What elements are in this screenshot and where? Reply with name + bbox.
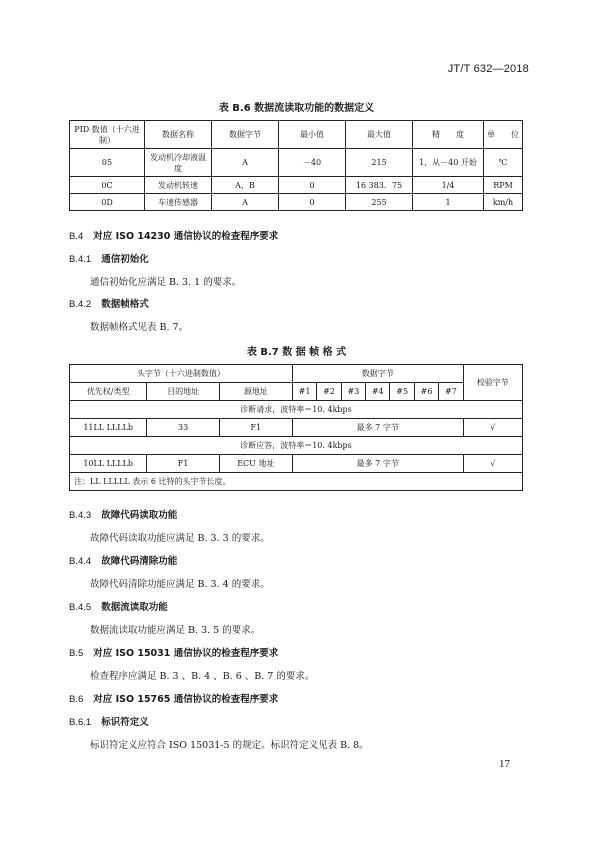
table-cell: 车速传感器 — [145, 194, 212, 211]
section-heading-b61 — [69, 714, 149, 728]
table-b7-caption: 表 B.7 数 据 帧 格 式 — [246, 347, 347, 358]
table-cell: 0C — [70, 177, 145, 194]
table-note-row — [70, 473, 523, 491]
section-body-b61: 标识符定义应符合 ISO 15031-5 的规定。标识符定义见表 B. 8。 — [90, 740, 369, 751]
table-cell: 发动机冷却液温度 — [145, 149, 212, 177]
section-number: B.4 — [69, 231, 84, 242]
table-cell: －40 — [279, 149, 346, 177]
section-body-b5: 检查程序应满足 B. 3 、B. 4 、B. 6 、B. 7 的要求。 — [90, 671, 315, 682]
table-cell: 05 — [70, 149, 145, 177]
table-cell: ℃ — [484, 149, 523, 177]
table-row — [70, 455, 523, 473]
table-cell: 11LL LLLLb — [70, 419, 147, 437]
section-heading-b6 — [69, 691, 278, 705]
section-heading-b43 — [69, 507, 177, 521]
section-number: B.5 — [69, 648, 84, 659]
header-cell: 源地址 — [219, 383, 292, 401]
table-cell: 诊断应答，波特率＝10. 4kbps — [70, 437, 523, 455]
header-cell: #4 — [366, 383, 390, 401]
header-cell: #3 — [341, 383, 365, 401]
section-number: B.6.1 — [69, 717, 92, 728]
table-cell: RPM — [484, 177, 523, 194]
table-cell: 0 — [279, 194, 346, 211]
header-cell: 数据字节 — [212, 121, 279, 149]
table-header-row — [70, 121, 523, 149]
section-heading-b4 — [69, 228, 278, 242]
header-cell: 目的地址 — [147, 383, 219, 401]
table-cell: A，B — [212, 177, 279, 194]
section-heading-b44 — [69, 553, 177, 567]
table-b7 — [69, 364, 523, 491]
table-row — [70, 401, 523, 419]
section-number: B.4.2 — [69, 299, 92, 310]
table-cell: F1 — [219, 419, 292, 437]
table-cell: √ — [463, 455, 522, 473]
table-cell: 33 — [147, 419, 219, 437]
table-note: 注：LL LLLLL 表示 6 比特的头字节长度。 — [70, 473, 523, 491]
section-title: 标识符定义 — [101, 717, 149, 728]
table-row — [70, 149, 523, 177]
header-cell: 优先权/类型 — [70, 383, 147, 401]
table-cell: km/h — [484, 194, 523, 211]
table-cell: 0 — [279, 177, 346, 194]
table-row — [70, 194, 523, 211]
section-body-b41: 通信初始化应满足 B. 3. 1 的要求。 — [90, 277, 242, 288]
header-cell: 头字节（十六进制数值） — [70, 365, 293, 383]
section-body-b45: 数据流读取功能应满足 B. 3. 5 的要求。 — [90, 625, 261, 636]
header-cell: 校验字节 — [463, 365, 522, 401]
section-number: B.4.5 — [69, 602, 92, 613]
section-title: 故障代码清除功能 — [101, 556, 178, 567]
table-cell: F1 — [147, 455, 219, 473]
table-cell: 255 — [346, 194, 413, 211]
table-header-row — [70, 365, 523, 383]
table-header-row — [70, 383, 523, 401]
table-cell: 1/4 — [413, 177, 484, 194]
table-cell: 1，从－40 开始 — [413, 149, 484, 177]
table-b6 — [69, 120, 523, 211]
section-heading-b5 — [69, 645, 278, 659]
header-cell: 最小值 — [279, 121, 346, 149]
table-row — [70, 177, 523, 194]
header-cell: PID 数值（十六进制） — [70, 121, 145, 149]
header-cell: #1 — [292, 383, 316, 401]
table-cell: 1 — [413, 194, 484, 211]
section-title: 对应 ISO 15031 通信协议的检查程序要求 — [93, 648, 279, 659]
section-body-b44: 故障代码清除功能应满足 B. 3. 4 的要求。 — [90, 579, 270, 590]
table-cell: A — [212, 194, 279, 211]
section-heading-b42 — [69, 296, 149, 310]
table-row — [70, 437, 523, 455]
section-title: 数据帧格式 — [101, 299, 149, 310]
section-heading-b41 — [69, 251, 149, 265]
header-cell: #7 — [439, 383, 463, 401]
header-cell: 最大值 — [346, 121, 413, 149]
table-cell: 最多 7 字节 — [292, 455, 463, 473]
section-body-b42: 数据帧格式见表 B. 7。 — [90, 322, 189, 333]
header-cell: 精 度 — [413, 121, 484, 149]
table-cell: 215 — [346, 149, 413, 177]
section-title: 通信初始化 — [101, 254, 149, 265]
table-b6-caption: 表 B.6 数据流读取功能的数据定义 — [218, 103, 375, 114]
section-number: B.4.4 — [69, 556, 92, 567]
document-code: JT/T 632—2018 — [447, 63, 529, 75]
section-title: 对应 ISO 15765 通信协议的检查程序要求 — [93, 694, 279, 705]
table-cell: 诊断请求，波特率＝10. 4kbps — [70, 401, 523, 419]
table-row — [70, 419, 523, 437]
section-title: 数据流读取功能 — [101, 602, 168, 613]
table-cell: √ — [463, 419, 522, 437]
section-body-b43: 故障代码读取功能应满足 B. 3. 3 的要求。 — [90, 533, 270, 544]
table-cell: 0D — [70, 194, 145, 211]
header-cell: #2 — [317, 383, 341, 401]
table-cell: 最多 7 字节 — [292, 419, 463, 437]
section-number: B.4.3 — [69, 510, 92, 521]
header-cell: 单 位 — [484, 121, 523, 149]
table-cell: 10LL LLLLb — [70, 455, 147, 473]
table-cell: 16 383．75 — [346, 177, 413, 194]
table-cell: 发动机转速 — [145, 177, 212, 194]
section-title: 对应 ISO 14230 通信协议的检查程序要求 — [93, 231, 279, 242]
table-cell: ECU 地址 — [219, 455, 292, 473]
header-cell: 数据名称 — [145, 121, 212, 149]
section-number: B.6 — [69, 694, 84, 705]
section-number: B.4.1 — [69, 254, 92, 265]
section-heading-b45 — [69, 599, 168, 613]
section-title: 故障代码读取功能 — [101, 510, 178, 521]
table-cell: A — [212, 149, 279, 177]
header-cell: 数据字节 — [292, 365, 463, 383]
page-number: 17 — [499, 758, 510, 770]
header-cell: #5 — [390, 383, 414, 401]
header-cell: #6 — [414, 383, 438, 401]
